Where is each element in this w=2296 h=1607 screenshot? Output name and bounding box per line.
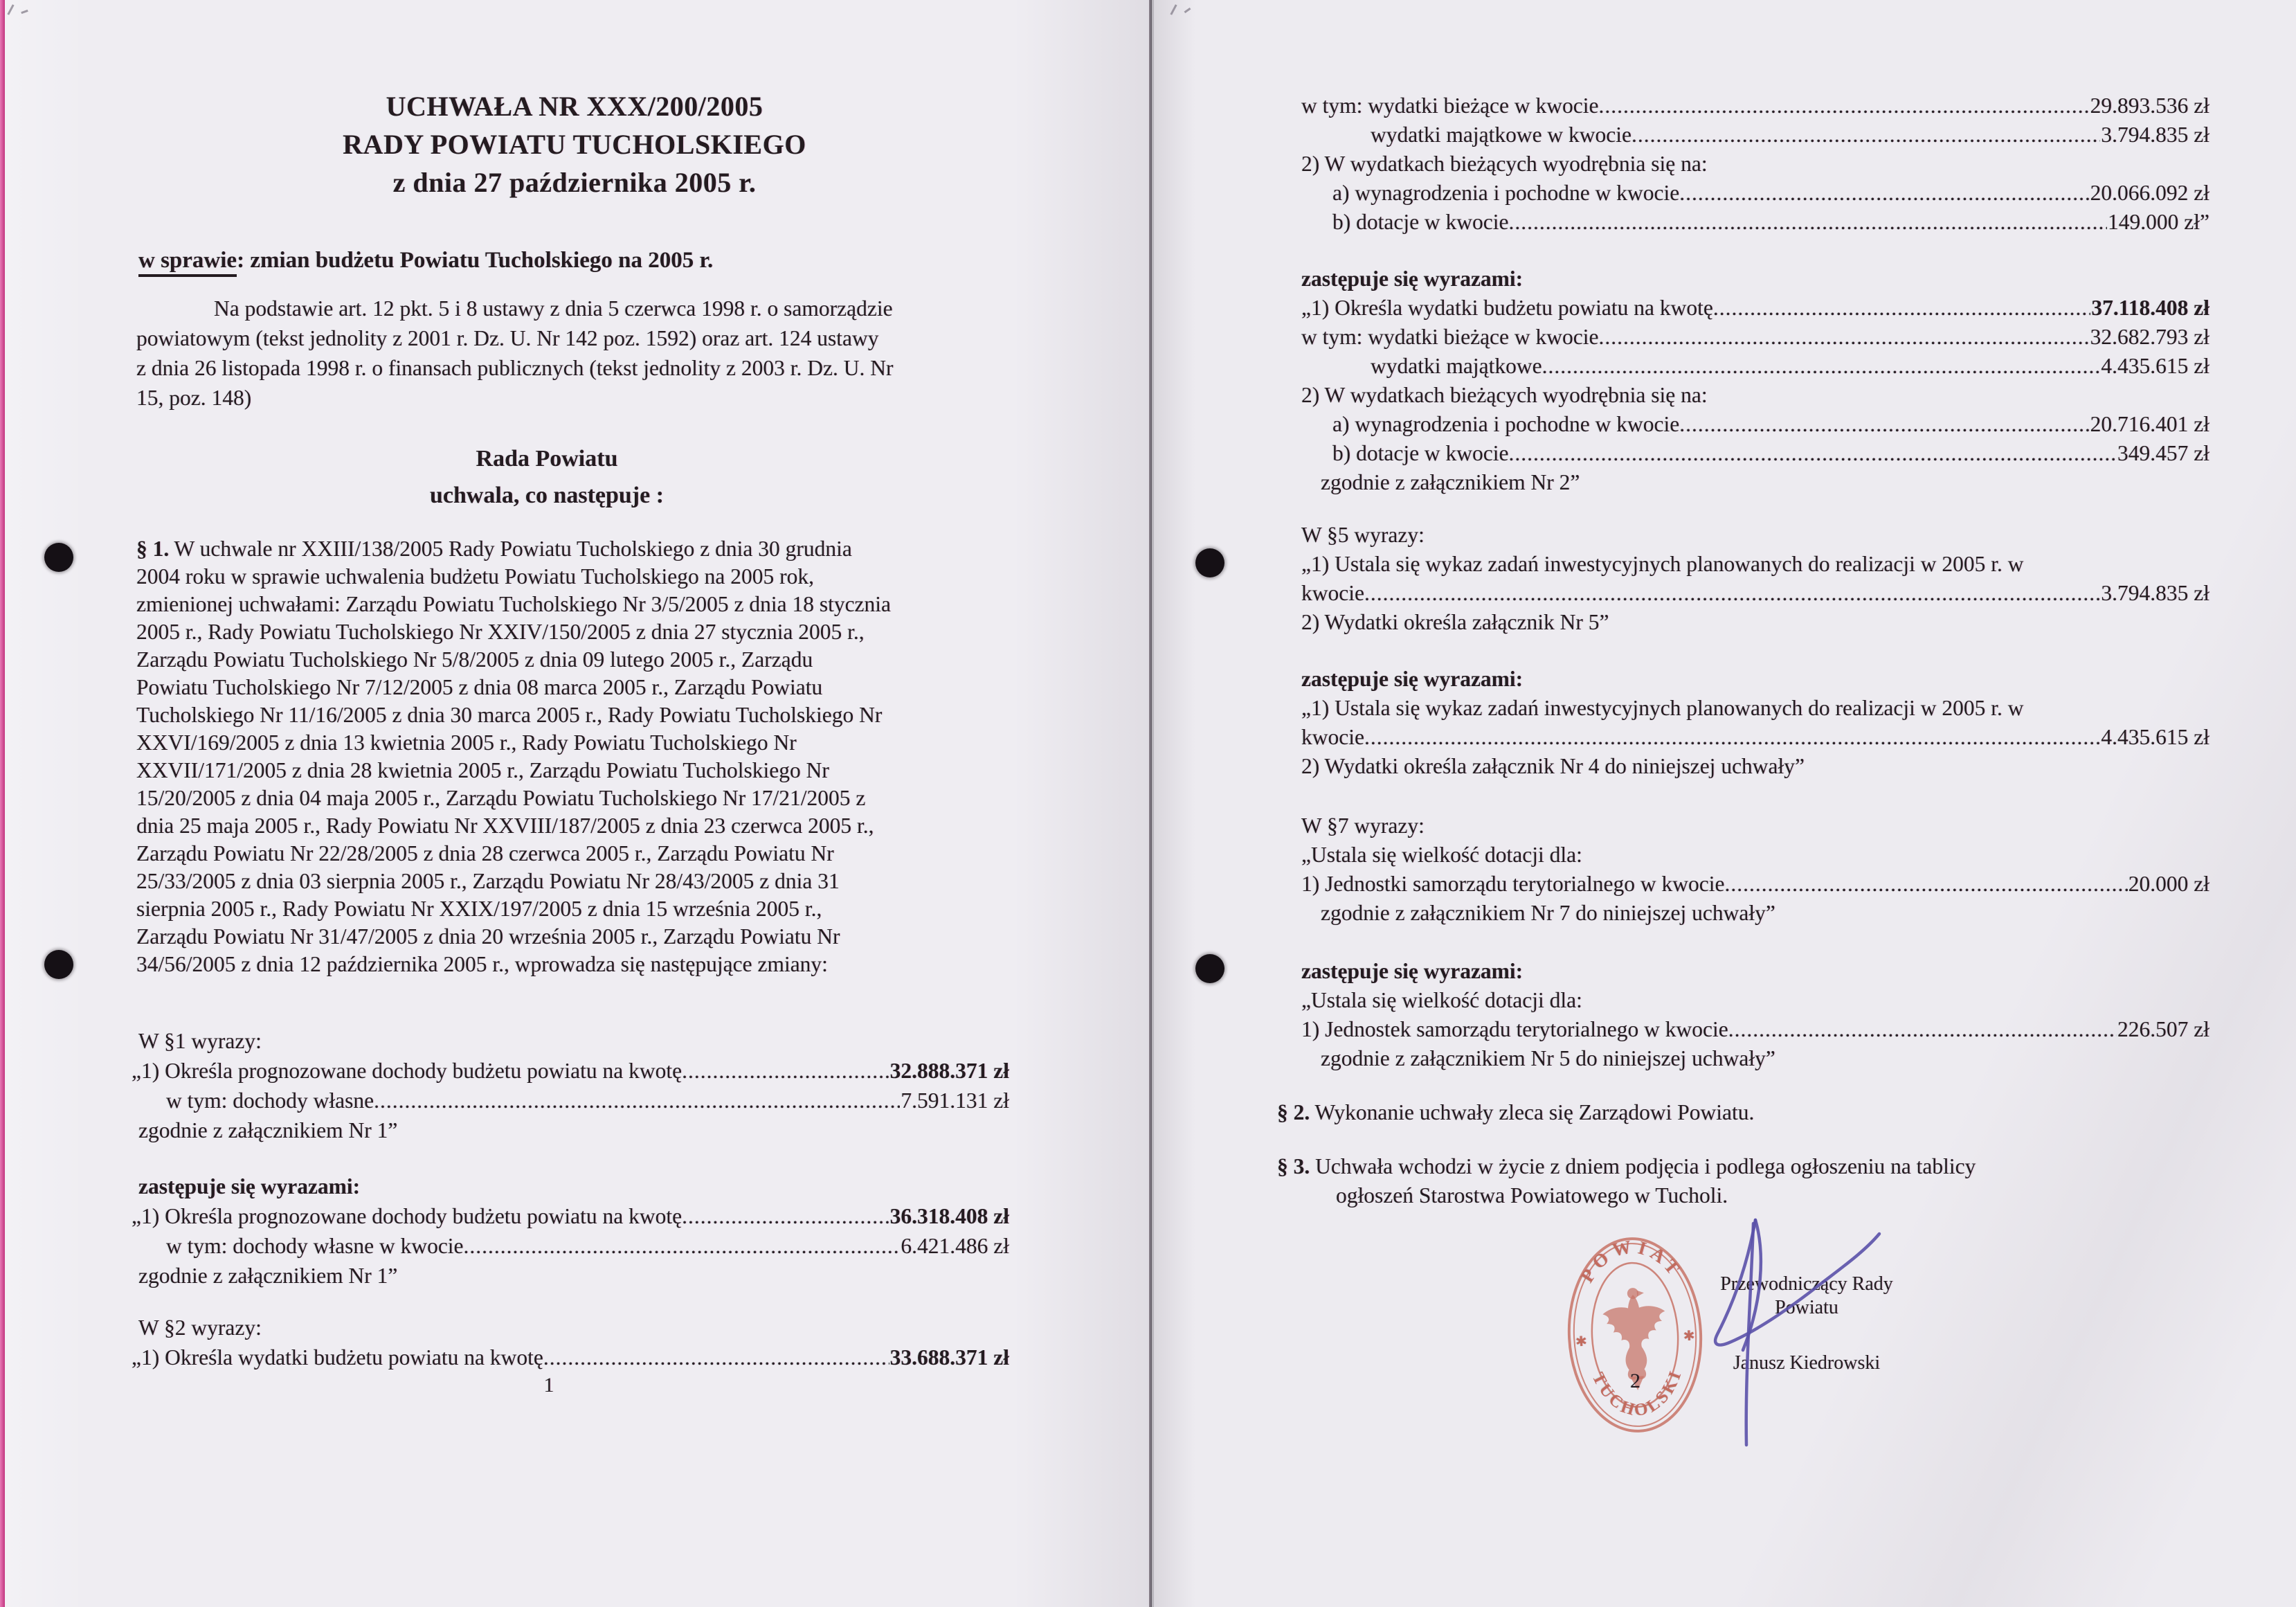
budget-line bbox=[132, 1201, 1009, 1231]
punch-hole bbox=[1195, 548, 1224, 577]
budget-line-label: a) wynagrodzenia i pochodne w kwocie bbox=[1332, 181, 1680, 205]
budget-line-amount: 6.421.486 zł bbox=[901, 1234, 1009, 1258]
attachment-reference: 2) Wydatki określa załącznik Nr 4 do niniejszej uchwały” bbox=[1301, 754, 1805, 778]
budget-line-amount: 7.591.131 zł bbox=[901, 1088, 1009, 1113]
attachment-reference: zgodnie z załącznikiem Nr 7 do niniejszej uchwały” bbox=[1321, 901, 1775, 925]
section-za bbox=[1301, 264, 2209, 497]
paragraph-line: sierpnia 2005 r., Rady Powiatu Nr XXIX/197/2005 z dnia 15 września 2005 r., bbox=[136, 897, 822, 921]
paragraph-line: 34/56/2005 z dnia 12 października 2005 r., wprowadza się następujące zmiany: bbox=[136, 952, 828, 976]
budget-line bbox=[1301, 579, 2209, 608]
paragraph-line: „Ustala się wielkość dotacji dla: bbox=[1301, 843, 1582, 867]
list-item: 2) W wydatkach bieżących wyodrębnia się na: bbox=[1301, 152, 1708, 176]
budget-line-amount: 3.794.835 zł bbox=[2101, 581, 2209, 605]
budget-line bbox=[1301, 323, 2209, 352]
paragraph-text: Wykonanie uchwały zleca się Zarządowi Powiatu. bbox=[1310, 1100, 1755, 1124]
budget-line bbox=[1301, 120, 2209, 150]
paragraph-line: „Ustala się wielkość dotacji dla: bbox=[1301, 988, 1582, 1012]
title-line: z dnia 27 października 2005 r. bbox=[392, 167, 757, 198]
dot-leader bbox=[1724, 870, 2127, 899]
section-heading: W §7 wyrazy: bbox=[1301, 814, 1425, 838]
paragraph-line: Zarządu Powiatu Nr 22/28/2005 z dnia 28 czerwca 2005 r., Zarządu Powiatu Nr bbox=[136, 841, 834, 865]
budget-line bbox=[1301, 208, 2209, 237]
stamp-star-icon: ✱ bbox=[1575, 1334, 1588, 1350]
budget-line-amount: 149.000 zł” bbox=[2108, 210, 2209, 234]
paragraph-line: Powiatu Tucholskiego Nr 7/12/2005 z dnia 08 marca 2005 r., Zarządu Powiatu bbox=[136, 675, 823, 699]
title-line: RADY POWIATU TUCHOLSKIEGO bbox=[343, 129, 806, 160]
dot-leader bbox=[1364, 579, 2100, 608]
punch-hole bbox=[1195, 954, 1224, 983]
section-marker: § 2. bbox=[1277, 1100, 1310, 1124]
budget-line-amount: 36.318.408 zł bbox=[889, 1204, 1009, 1228]
paragraph-text: W uchwale nr XXIII/138/2005 Rady Powiatu Tucholskiego z dnia 30 grudnia bbox=[169, 537, 852, 561]
budget-line-label: „1) Określa wydatki budżetu powiatu na kwotę bbox=[1301, 296, 1713, 320]
budget-line-label: w tym: wydatki bieżące w kwocie bbox=[1301, 325, 1599, 349]
paragraph-line: Zarządu Powiatu Nr 31/47/2005 z dnia 20 września 2005 r., Zarządu Powiatu Nr bbox=[136, 924, 840, 949]
page-number-2: 2 bbox=[1630, 1370, 1640, 1392]
paragraph-text: Uchwała wchodzi w życie z dniem podjęcia i podlega ogłoszeniu na tablicy bbox=[1310, 1154, 1976, 1178]
section-z5 bbox=[1301, 665, 2209, 781]
paragraph-1 bbox=[136, 535, 1026, 978]
budget-line-amount: 349.457 zł bbox=[2117, 441, 2209, 465]
page-seam bbox=[1149, 0, 1152, 1607]
section-w1 bbox=[132, 1026, 1009, 1145]
budget-line-label: w tym: wydatki bieżące w kwocie bbox=[1301, 93, 1599, 118]
section-heading: zastępuje się wyrazami: bbox=[138, 1174, 361, 1198]
section-heading: W §2 wyrazy: bbox=[138, 1316, 262, 1340]
paragraph-line: dnia 25 maja 2005 r., Rady Powiatu Nr XXVIII/187/2005 z dnia 23 czerwca 2005 r., bbox=[136, 814, 874, 838]
budget-line-amount: 3.794.835 zł bbox=[2101, 123, 2209, 147]
attachment-reference: zgodnie z załącznikiem Nr 1” bbox=[138, 1118, 398, 1142]
section-heading: zastępuje się wyrazami: bbox=[1301, 667, 1524, 691]
budget-line-label: b) dotacje w kwocie bbox=[1332, 441, 1509, 465]
budget-line bbox=[1301, 723, 2209, 752]
dot-leader bbox=[1509, 439, 2117, 468]
dot-leader bbox=[682, 1201, 889, 1231]
section-heading: zastępuje się wyrazami: bbox=[1301, 267, 1524, 291]
budget-line bbox=[1301, 1015, 2209, 1044]
budget-line bbox=[1301, 91, 2209, 120]
subject-text: : zmian budżetu Powiatu Tucholskiego na 2005 r. bbox=[237, 248, 714, 273]
budget-line-label: wydatki majątkowe bbox=[1371, 354, 1542, 378]
attachment-reference: zgodnie z załącznikiem Nr 2” bbox=[1321, 470, 1580, 494]
section-z1 bbox=[132, 1171, 1009, 1291]
budget-line-label: w tym: dochody własne bbox=[166, 1088, 374, 1113]
section-marker: § 3. bbox=[1277, 1154, 1310, 1178]
heading-line: uchwala, co następuje : bbox=[429, 483, 665, 508]
signatory-title: Przewodniczący Rady Powiatu bbox=[1720, 1273, 1893, 1318]
budget-line-amount: 226.507 zł bbox=[2117, 1017, 2209, 1041]
dot-leader bbox=[682, 1056, 889, 1086]
budget-line-amount: 4.435.615 zł bbox=[2101, 725, 2209, 749]
dot-leader bbox=[374, 1086, 900, 1115]
budget-line bbox=[132, 1343, 1009, 1372]
budget-line-label: kwocie bbox=[1301, 725, 1364, 749]
budget-line-label: b) dotacje w kwocie bbox=[1332, 210, 1509, 234]
dot-leader bbox=[1509, 208, 2108, 237]
section-w7 bbox=[1301, 811, 2209, 928]
paragraph-line: 15, poz. 148) bbox=[136, 386, 252, 410]
section-marker: § 1. bbox=[136, 537, 170, 561]
dot-leader bbox=[1679, 179, 2089, 208]
stamp-text-top: POWIAT bbox=[1576, 1235, 1687, 1286]
paragraph-2 bbox=[1277, 1098, 2208, 1127]
budget-line-amount: 32.888.371 zł bbox=[889, 1059, 1009, 1083]
paragraph-line: 15/20/2005 z dnia 04 maja 2005 r., Zarządu Powiatu Tucholskiego Nr 17/21/2005 z bbox=[136, 786, 866, 810]
dot-leader bbox=[1542, 352, 2101, 381]
attachment-reference: 2) Wydatki określa załącznik Nr 5” bbox=[1301, 610, 1609, 634]
dot-leader bbox=[1598, 323, 2089, 352]
signatory-name: Janusz Kiedrowski bbox=[1733, 1352, 1881, 1374]
dot-leader bbox=[1598, 91, 2089, 120]
stamp-text-bottom: TUCHOLSKI bbox=[1588, 1366, 1686, 1421]
budget-line-label: kwocie bbox=[1301, 581, 1364, 605]
paragraph-line: „1) Ustala się wykaz zadań inwestycyjnych planowanych do realizacji w 2005 r. w bbox=[1301, 696, 2024, 720]
section-continuation bbox=[1301, 91, 2209, 237]
budget-line-amount: 32.682.793 zł bbox=[2090, 325, 2209, 349]
paragraph-line: z dnia 26 listopada 1998 r. o finansach publicznych (tekst jednolity z 2003 r. Dz. U. Nr bbox=[136, 356, 894, 380]
budget-line-amount: 37.118.408 zł bbox=[2091, 296, 2209, 320]
heading-line: Rada Powiatu bbox=[476, 446, 618, 472]
page-number-1: 1 bbox=[543, 1374, 554, 1397]
legal-basis-paragraph bbox=[136, 294, 1026, 413]
budget-line-label: „1) Określa prognozowane dochody budżetu powiatu na kwotę bbox=[132, 1204, 683, 1228]
punch-hole bbox=[44, 950, 73, 979]
paragraph-line: powiatowym (tekst jednolity z 2001 r. Dz. U. Nr 142 poz. 1592) oraz art. 124 ustawy bbox=[136, 326, 879, 350]
section-heading: zastępuje się wyrazami: bbox=[1301, 959, 1524, 983]
budget-line bbox=[1301, 179, 2209, 208]
budget-line-amount: 20.066.092 zł bbox=[2090, 181, 2209, 205]
budget-line-amount: 20.000 zł bbox=[2128, 872, 2209, 896]
section-heading: W §5 wyrazy: bbox=[1301, 523, 1425, 547]
budget-line bbox=[132, 1086, 1009, 1115]
budget-line-label: 1) Jednostki samorządu terytorialnego w kwocie bbox=[1301, 872, 1725, 896]
budget-line-amount: 20.716.401 zł bbox=[2090, 412, 2209, 436]
attachment-reference: zgodnie z załącznikiem Nr 1” bbox=[138, 1264, 398, 1288]
paragraph-line: Zarządu Powiatu Tucholskiego Nr 5/8/2005 z dnia 09 lutego 2005 r., Zarządu bbox=[136, 647, 813, 672]
dot-leader bbox=[1713, 294, 2091, 323]
budget-line bbox=[1301, 352, 2209, 381]
budget-line bbox=[1301, 870, 2209, 899]
stamp-star-icon: ✱ bbox=[1683, 1328, 1696, 1345]
paragraph-line: 2004 roku w sprawie uchwalenia budżetu Powiatu Tucholskiego na 2005 rok, bbox=[136, 564, 814, 589]
paragraph-line: 2005 r., Rady Powiatu Tucholskiego Nr XXIV/150/2005 z dnia 27 stycznia 2005 r., bbox=[136, 620, 865, 644]
signature-ink bbox=[1661, 1142, 2007, 1489]
budget-line-label: a) wynagrodzenia i pochodne w kwocie bbox=[1332, 412, 1680, 436]
paragraph-line: „1) Ustala się wykaz zadań inwestycyjnych planowanych do realizacji w 2005 r. w bbox=[1301, 552, 2024, 576]
paragraph-line: XXVI/169/2005 z dnia 13 kwietnia 2005 r., Rady Powiatu Tucholskiego Nr bbox=[136, 730, 797, 755]
punch-hole bbox=[44, 543, 73, 572]
paragraph-line: ogłoszeń Starostwa Powiatowego w Tucholi. bbox=[1336, 1183, 1728, 1208]
paragraph-line: Tucholskiego Nr 11/16/2005 z dnia 30 marca 2005 r., Rady Powiatu Tucholskiego Nr bbox=[136, 703, 883, 727]
section-w2 bbox=[132, 1313, 1009, 1372]
subject-line bbox=[138, 248, 713, 273]
budget-line-label: wydatki majątkowe w kwocie bbox=[1371, 123, 1632, 147]
resolution-heading bbox=[138, 440, 955, 514]
section-heading: W §1 wyrazy: bbox=[138, 1029, 262, 1053]
paragraph-line bbox=[136, 535, 1026, 563]
budget-line bbox=[132, 1231, 1009, 1261]
dot-leader bbox=[1679, 410, 2089, 439]
dot-leader bbox=[464, 1231, 901, 1261]
budget-line-amount: 29.893.536 zł bbox=[2090, 93, 2209, 118]
budget-line-amount: 33.688.371 zł bbox=[889, 1345, 1009, 1370]
dot-leader bbox=[1631, 120, 2100, 150]
paragraph-line: Na podstawie art. 12 pkt. 5 i 8 ustawy z dnia 5 czerwca 1998 r. o samorządzie bbox=[214, 296, 893, 321]
paragraph-line: zmienionej uchwałami: Zarządu Powiatu Tucholskiego Nr 3/5/2005 z dnia 18 stycznia bbox=[136, 592, 892, 616]
resolution-title bbox=[138, 87, 1011, 201]
subject-label: w sprawie bbox=[138, 248, 237, 277]
budget-line-label: w tym: dochody własne w kwocie bbox=[166, 1234, 464, 1258]
budget-line bbox=[1301, 294, 2209, 323]
attachment-reference: zgodnie z załącznikiem Nr 5 do niniejszej uchwały” bbox=[1321, 1046, 1775, 1070]
paragraph-line: XXVII/171/2005 z dnia 28 kwietnia 2005 r., Zarządu Powiatu Tucholskiego Nr bbox=[136, 758, 829, 782]
budget-line-label: „1) Określa wydatki budżetu powiatu na kwotę bbox=[132, 1345, 543, 1370]
list-item: 2) W wydatkach bieżących wyodrębnia się na: bbox=[1301, 383, 1708, 407]
dot-leader bbox=[543, 1343, 889, 1372]
budget-line-label: 1) Jednostek samorządu terytorialnego w kwocie bbox=[1301, 1017, 1728, 1041]
paragraph-line: 25/33/2005 z dnia 03 sierpnia 2005 r., Zarządu Powiatu Nr 28/43/2005 z dnia 31 bbox=[136, 869, 840, 893]
scan-left-edge bbox=[0, 0, 5, 1607]
title-line: UCHWAŁA NR XXX/200/2005 bbox=[386, 91, 763, 122]
dot-leader bbox=[1728, 1015, 2117, 1044]
budget-line bbox=[1301, 410, 2209, 439]
section-z7 bbox=[1301, 957, 2209, 1073]
budget-line-label: „1) Określa prognozowane dochody budżetu powiatu na kwotę bbox=[132, 1059, 683, 1083]
budget-line bbox=[1301, 439, 2209, 468]
section-w5 bbox=[1301, 521, 2209, 637]
budget-line bbox=[132, 1056, 1009, 1086]
budget-line-amount: 4.435.615 zł bbox=[2101, 354, 2209, 378]
dot-leader bbox=[1364, 723, 2100, 752]
